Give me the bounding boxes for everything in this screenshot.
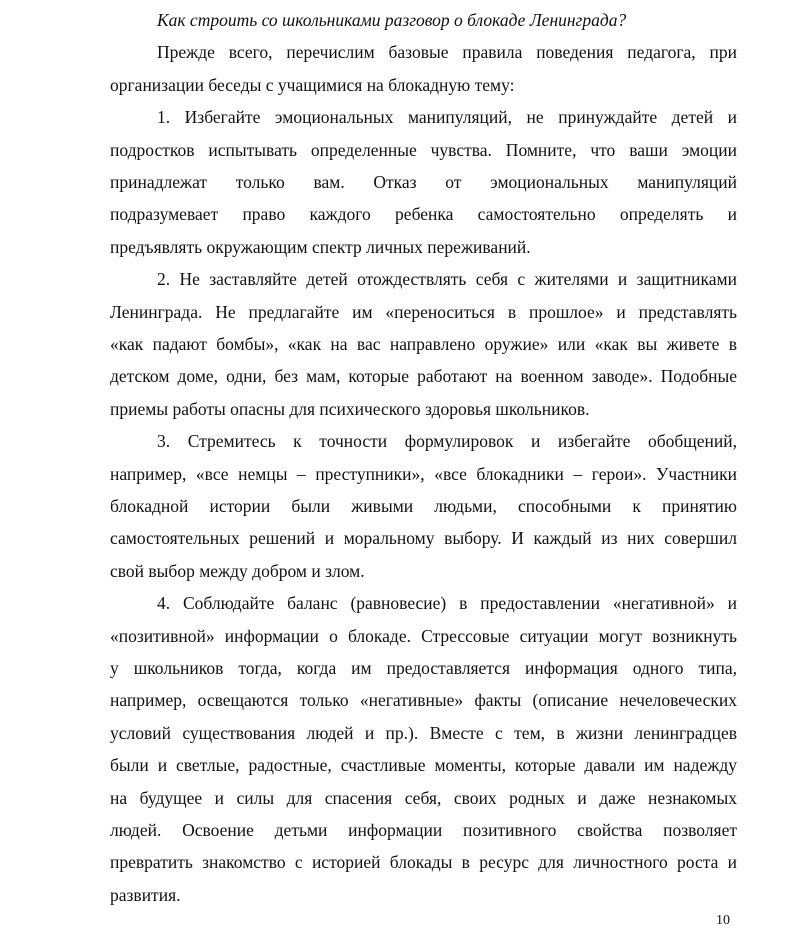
text-line: организации беседы с учащимися на блокадную тему: [110, 74, 515, 95]
text-line: условий существования людей и пр.). Вместе с тем, в жизни ленинградцев [110, 722, 737, 743]
text-line: развития. [110, 884, 181, 905]
text-line: Ленинграда. Не предлагайте им «переноситься в прошлое» и представлять [110, 301, 737, 322]
text-line: превратить знакомство с историей блокады в ресурс для личностного роста и [110, 852, 737, 873]
text-line: например, освещаются только «негативные» факты (описание нечеловеческих [110, 690, 737, 711]
text-line: приемы работы опасны для психического здоровья школьников. [110, 398, 590, 419]
text-line: были и светлые, радостные, счастливые моменты, которые давали им надежду [110, 755, 737, 776]
text-line: 2. Не заставляйте детей отождествлять себя с жителями и защитниками [157, 269, 737, 290]
text-line: блокадной истории были живыми людьми, способными к принятию [110, 496, 737, 516]
text-line: принадлежат только вам. Отказ от эмоциональных манипуляций [110, 172, 737, 192]
text-line: например, «все немцы – преступники», «все блокадники – герои». Участники [110, 463, 737, 484]
text-line: 1. Избегайте эмоциональных манипуляций, не принуждайте детей и [157, 107, 737, 128]
text-line: 4. Соблюдайте баланс (равновесие) в предоставлении «негативной» и [157, 593, 737, 614]
text-line: людей. Освоение детьми информации позитивного свойства позволяет [110, 820, 737, 840]
text-line: на будущее и силы для спасения себя, своих родных и даже незнакомых [110, 787, 737, 808]
text-line: подразумевает право каждого ребенка самостоятельно определять и [110, 204, 737, 225]
text-line: «как падают бомбы», «как на вас направлено оружие» или «как вы живете в [110, 334, 737, 354]
text-line: 3. Стремитесь к точности формулировок и избегайте обобщений, [157, 431, 737, 452]
text-line: предъявлять окружающим спектр личных переживаний. [110, 236, 531, 257]
text-line: «позитивной» информации о блокаде. Стрессовые ситуации могут возникнуть [110, 625, 737, 646]
text-line: свой выбор между добром и злом. [110, 560, 365, 581]
text-line: самостоятельных решений и моральному выбору. И каждый из них совершил [110, 528, 737, 549]
text-line: Прежде всего, перечислим базовые правила поведения педагога, при [157, 42, 737, 63]
page-number: 10 [716, 913, 730, 928]
text-line: подростков испытывать определенные чувства. Помните, что ваши эмоции [110, 139, 737, 160]
section-title: Как строить со школьниками разговор о блокаде Ленинграда? [157, 10, 627, 30]
text-line: детском доме, одни, без мам, которые работают на военном заводе». Подобные [110, 366, 737, 387]
text-line: у школьников тогда, когда им предоставляется информация одного типа, [110, 658, 737, 678]
